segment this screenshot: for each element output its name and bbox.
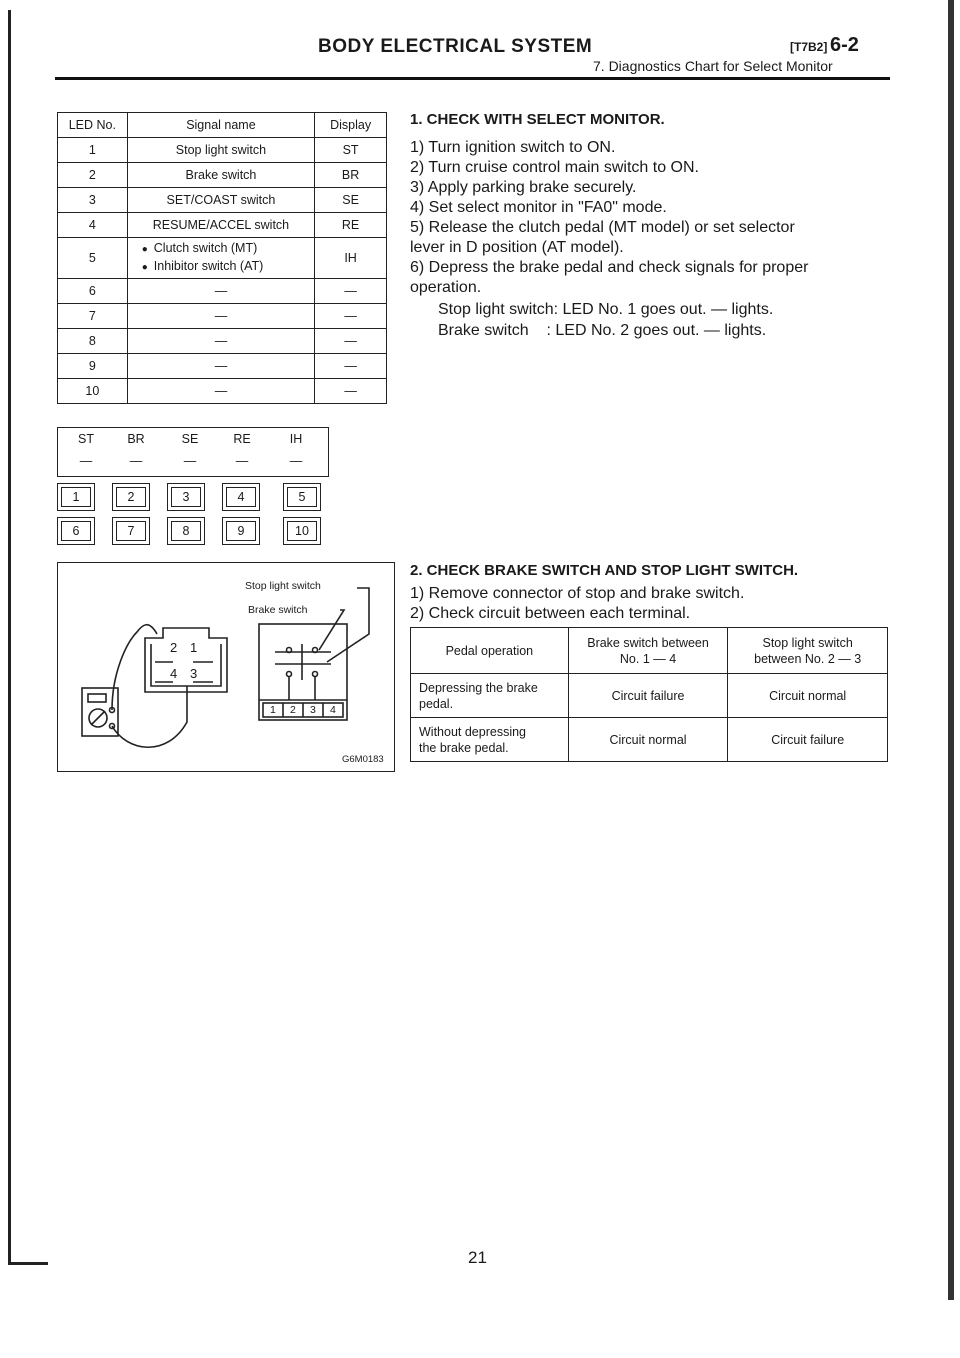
- table-row: [58, 188, 387, 213]
- led-indicator-label: 5: [287, 487, 317, 507]
- section1-check-line: Stop light switch: LED No. 1 goes out. — lights.: [438, 301, 774, 318]
- display-label: ST: [78, 432, 94, 446]
- led-indicator: [112, 483, 150, 511]
- led-indicator: [57, 483, 95, 511]
- led-indicator-label: 9: [226, 521, 256, 541]
- led-indicator-label: 3: [171, 487, 201, 507]
- led-indicator-label: 2: [116, 487, 146, 507]
- section1-step: 5) Release the clutch pedal (MT model) or set selector: [410, 219, 795, 236]
- stop-light-result: Circuit failure: [728, 718, 888, 762]
- section1-step: 4) Set select monitor in "FA0" mode.: [410, 199, 667, 216]
- signal-cell: SET/COAST switch: [127, 188, 314, 213]
- page-title: BODY ELECTRICAL SYSTEM: [318, 36, 593, 57]
- stop-light-switch-label: Stop light switch: [245, 580, 321, 592]
- table-row: [58, 213, 387, 238]
- display-cell: RE: [315, 213, 387, 238]
- led-indicator: [57, 517, 95, 545]
- led-indicator: [222, 517, 260, 545]
- table-header-row: [411, 628, 888, 674]
- table-row: [58, 329, 387, 354]
- display-cell: IH: [315, 238, 387, 279]
- signal-line: Inhibitor switch (AT): [153, 259, 264, 273]
- display-label: SE: [181, 432, 199, 446]
- table-row: [58, 163, 387, 188]
- led-no-cell: 3: [58, 188, 128, 213]
- led-indicator: [167, 483, 205, 511]
- section1-step: lever in D position (AT model).: [410, 239, 624, 256]
- terminal-label: 3: [310, 704, 316, 716]
- led-indicator-label: 7: [116, 521, 146, 541]
- display-cell: —: [315, 329, 387, 354]
- display-label: IH: [289, 432, 303, 446]
- led-indicator-label: 8: [171, 521, 201, 541]
- led-no-cell: 8: [58, 329, 128, 354]
- section1-step: operation.: [410, 279, 482, 296]
- cell-line: Without depressing: [419, 724, 527, 739]
- led-indicator: [283, 517, 321, 545]
- header-line: Brake switch between: [587, 635, 709, 650]
- display-label: BR: [127, 432, 145, 446]
- table-row: [58, 354, 387, 379]
- page-subtitle: 7. Diagnostics Chart for Select Monitor: [593, 58, 833, 74]
- section2-step: 2) Check circuit between each terminal.: [410, 605, 691, 622]
- led-indicator: [222, 483, 260, 511]
- display-cell: SE: [315, 188, 387, 213]
- table-row: [411, 674, 888, 718]
- connector-pin-label: 3: [190, 666, 198, 681]
- section2-step: 1) Remove connector of stop and brake switch.: [410, 585, 745, 602]
- led-no-cell: 2: [58, 163, 128, 188]
- header-line: No. 1 — 4: [619, 651, 677, 666]
- display-dash: —: [183, 454, 197, 468]
- signal-cell: —: [127, 379, 314, 404]
- header-line: between No. 2 — 3: [754, 651, 862, 666]
- signal-cell: —: [127, 354, 314, 379]
- signal-cell: —: [127, 279, 314, 304]
- section1-heading: 1. CHECK WITH SELECT MONITOR.: [410, 111, 665, 128]
- led-indicator: [283, 483, 321, 511]
- section1-step: 6) Depress the brake pedal and check signals for proper: [410, 259, 809, 276]
- page-edge-left: [8, 10, 11, 1265]
- led-no-cell: 4: [58, 213, 128, 238]
- signal-cell: Brake switch: [127, 163, 314, 188]
- display-dash: —: [235, 454, 249, 468]
- signal-cell: Stop light switch: [127, 138, 314, 163]
- led-no-cell: 5: [58, 238, 128, 279]
- section1-step: 3) Apply parking brake securely.: [410, 179, 637, 196]
- signal-cell: RESUME/ACCEL switch: [127, 213, 314, 238]
- display-cell: BR: [315, 163, 387, 188]
- page-number: 21: [468, 1248, 487, 1267]
- bullet-icon: ●: [141, 262, 148, 273]
- section1-check-line: Brake switch : LED No. 2 goes out. — lights.: [438, 322, 767, 339]
- table-row: [58, 138, 387, 163]
- led-indicator-label: 1: [61, 487, 91, 507]
- page-edge-foot: [8, 1262, 48, 1265]
- page-edge-right: [948, 0, 954, 1300]
- display-label: RE: [233, 432, 251, 446]
- header-cell: [568, 628, 728, 674]
- signal-cell: —: [127, 329, 314, 354]
- display-dash: —: [129, 454, 143, 468]
- diagram-drawing: [57, 562, 395, 772]
- led-indicator-label: 4: [226, 487, 256, 507]
- terminal-label: 1: [270, 704, 276, 716]
- section2-heading: 2. CHECK BRAKE SWITCH AND STOP LIGHT SWITCH.: [410, 562, 799, 579]
- led-indicator-label: 10: [287, 521, 317, 541]
- section-code: [T7B2]: [790, 40, 828, 54]
- brake-switch-result: Circuit normal: [568, 718, 728, 762]
- header-cell: Display: [315, 113, 387, 138]
- bullet-icon: ●: [141, 244, 148, 255]
- display-dash: —: [289, 454, 303, 468]
- led-indicator: [167, 517, 205, 545]
- terminal-label: 4: [330, 704, 336, 716]
- connector-pin-label: 2: [170, 640, 178, 655]
- table-row: [58, 238, 387, 279]
- connector-pin-label: 4: [170, 666, 178, 681]
- signal-line: Clutch switch (MT): [153, 241, 258, 255]
- section1-step: 1) Turn ignition switch to ON.: [410, 139, 616, 156]
- table-row: [58, 379, 387, 404]
- table-row: [411, 718, 888, 762]
- cell-line: the brake pedal.: [419, 740, 509, 755]
- header-cell: LED No.: [58, 113, 128, 138]
- table-row: [58, 304, 387, 329]
- led-indicator: [112, 517, 150, 545]
- header-cell: [728, 628, 888, 674]
- header-line: Stop light switch: [762, 635, 853, 650]
- terminal-label: 2: [290, 704, 296, 716]
- table-header-row: [58, 113, 387, 138]
- led-no-cell: 7: [58, 304, 128, 329]
- display-cell: —: [315, 279, 387, 304]
- brake-switch-result: Circuit failure: [568, 674, 728, 718]
- signal-cell: —: [127, 304, 314, 329]
- stop-light-result: Circuit normal: [728, 674, 888, 718]
- pedal-operation-cell: [411, 718, 569, 762]
- led-no-cell: 10: [58, 379, 128, 404]
- led-signal-table: [57, 112, 387, 404]
- header-cell: Signal name: [127, 113, 314, 138]
- connector-pin-label: 1: [190, 640, 198, 655]
- display-dash: —: [79, 454, 93, 468]
- table-row: [58, 279, 387, 304]
- display-cell: ST: [315, 138, 387, 163]
- brake-switch-check-table: [410, 627, 888, 762]
- cell-line: Depressing the brake: [419, 680, 538, 695]
- led-indicator-label: 6: [61, 521, 91, 541]
- pedal-operation-cell: [411, 674, 569, 718]
- display-cell: —: [315, 304, 387, 329]
- led-no-cell: 9: [58, 354, 128, 379]
- header-rule: [55, 77, 890, 80]
- section-number: 6-2: [830, 34, 859, 56]
- cell-line: pedal.: [419, 696, 454, 711]
- header-cell: Pedal operation: [411, 628, 569, 674]
- led-no-cell: 1: [58, 138, 128, 163]
- display-cell: —: [315, 354, 387, 379]
- brake-switch-label: Brake switch: [248, 604, 308, 616]
- led-no-cell: 6: [58, 279, 128, 304]
- section1-step: 2) Turn cruise control main switch to ON.: [410, 159, 699, 176]
- signal-cell: [127, 238, 314, 279]
- display-cell: —: [315, 379, 387, 404]
- figure-code: G6M0183: [342, 754, 384, 765]
